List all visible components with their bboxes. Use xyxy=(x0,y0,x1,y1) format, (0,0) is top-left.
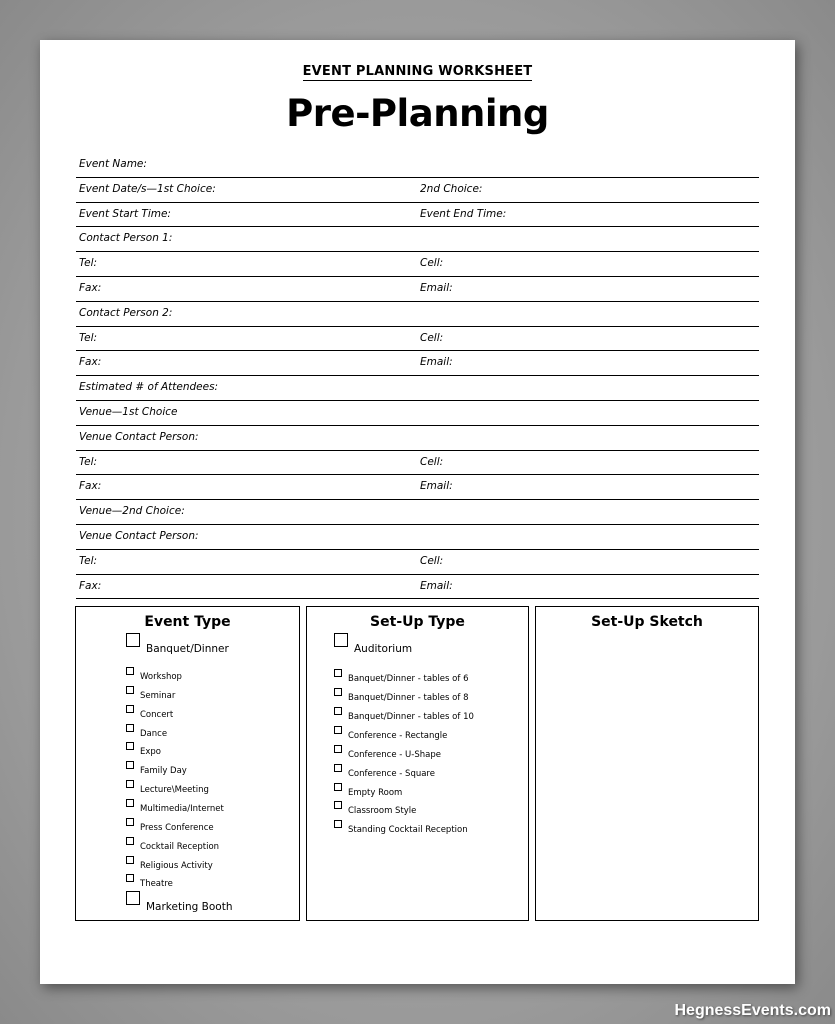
checkbox-icon[interactable] xyxy=(334,633,348,647)
checkbox-label: Banquet/Dinner xyxy=(146,643,229,655)
checkbox-label: Auditorium xyxy=(354,643,413,655)
field-row-contact-1-fax[interactable] xyxy=(76,277,759,302)
checkbox-label: Theatre xyxy=(140,879,173,889)
checkbox-label: Conference - U-Shape xyxy=(348,750,441,760)
field-row-contact-2-tel[interactable] xyxy=(76,327,759,352)
field-label-secondary: Event End Time: xyxy=(420,207,507,220)
worksheet-heading: EVENT PLANNING WORKSHEET xyxy=(302,64,533,79)
field-label: Fax: xyxy=(79,282,102,294)
field-label: Event Name: xyxy=(79,158,147,170)
field-label: Event Date/s—1st Choice: xyxy=(79,182,216,195)
field-label-secondary: Email: xyxy=(420,282,453,294)
checkbox-icon[interactable] xyxy=(126,724,134,732)
field-label-secondary: Cell: xyxy=(420,257,444,270)
checkbox-label: Cocktail Reception xyxy=(140,842,220,852)
field-row-contact-1-tel[interactable] xyxy=(76,252,759,277)
field-row-attendees[interactable] xyxy=(76,376,759,401)
field-row-venue-2-contact[interactable] xyxy=(76,525,759,550)
field-row-venue-1-fax[interactable] xyxy=(76,475,759,500)
field-label-secondary: Email: xyxy=(420,579,453,592)
setup-sketch-title: Set-Up Sketch xyxy=(591,614,703,630)
page-title: Pre-Planning xyxy=(286,92,549,135)
field-row-event-time[interactable] xyxy=(76,203,759,228)
checkbox-icon[interactable] xyxy=(126,667,134,675)
field-label-secondary: Cell: xyxy=(420,554,444,567)
checkbox-label: Banquet/Dinner - tables of 10 xyxy=(348,712,474,722)
checkbox-icon[interactable] xyxy=(126,633,140,647)
checkbox-label: Dance xyxy=(140,729,168,739)
field-label: Venue—2nd Choice: xyxy=(79,505,185,518)
setup-sketch-box[interactable] xyxy=(535,606,759,921)
field-label: Tel: xyxy=(79,257,98,270)
checkbox-label: Lecture\Meeting xyxy=(140,785,209,795)
checkbox-label: Standing Cocktail Reception xyxy=(348,825,468,835)
checkbox-icon[interactable] xyxy=(334,745,342,753)
field-row-venue-1-tel[interactable] xyxy=(76,451,759,476)
checkbox-label: Classroom Style xyxy=(348,806,417,816)
field-row-contact-1[interactable] xyxy=(76,227,759,252)
checkbox-icon[interactable] xyxy=(126,780,134,788)
setup-type-box xyxy=(306,606,529,921)
checkbox-label: Workshop xyxy=(140,672,182,682)
checkbox-label: Banquet/Dinner - tables of 8 xyxy=(348,693,469,703)
field-label-secondary: Cell: xyxy=(420,331,444,344)
checkbox-icon[interactable] xyxy=(126,742,134,750)
field-label: Fax: xyxy=(79,356,102,369)
worksheet-page xyxy=(40,40,795,984)
field-label-secondary: Email: xyxy=(420,480,453,493)
field-label: Contact Person 2: xyxy=(79,306,173,319)
field-row-venue-1-contact[interactable] xyxy=(76,426,759,451)
checkbox-icon[interactable] xyxy=(334,820,342,828)
checkbox-icon[interactable] xyxy=(334,726,342,734)
checkbox-icon[interactable] xyxy=(126,705,134,713)
checkbox-icon[interactable] xyxy=(126,856,134,864)
checkbox-icon[interactable] xyxy=(126,891,140,905)
checkbox-label: Empty Room xyxy=(348,788,403,798)
field-label: Venue Contact Person: xyxy=(79,430,199,443)
setup-type-title: Set-Up Type xyxy=(370,614,465,630)
field-label: Venue—1st Choice xyxy=(79,406,178,418)
field-row-venue-2-fax[interactable] xyxy=(76,575,759,600)
checkbox-icon[interactable] xyxy=(334,669,342,677)
field-row-venue-1[interactable] xyxy=(76,401,759,426)
field-label: Estimated # of Attendees: xyxy=(79,381,219,394)
field-row-contact-2-fax[interactable] xyxy=(76,351,759,376)
checkbox-icon[interactable] xyxy=(126,686,134,694)
checkbox-icon[interactable] xyxy=(126,837,134,845)
event-type-title: Event Type xyxy=(144,614,231,630)
field-label: Tel: xyxy=(79,455,98,468)
checkbox-icon[interactable] xyxy=(334,688,342,696)
checkbox-icon[interactable] xyxy=(334,783,342,791)
field-label: Tel: xyxy=(79,554,98,567)
field-row-contact-2[interactable] xyxy=(76,302,759,327)
checkbox-icon[interactable] xyxy=(126,761,134,769)
checkbox-label: Expo xyxy=(140,747,161,757)
field-label: Fax: xyxy=(79,480,102,493)
checkbox-icon[interactable] xyxy=(126,874,134,882)
checkbox-label: Conference - Rectangle xyxy=(348,731,448,741)
field-label: Event Start Time: xyxy=(79,207,171,220)
checkbox-label: Concert xyxy=(140,710,174,720)
checkbox-label: Conference - Square xyxy=(348,769,435,779)
field-label-secondary: 2nd Choice: xyxy=(420,182,483,195)
checkbox-icon[interactable] xyxy=(334,707,342,715)
checkbox-icon[interactable] xyxy=(126,799,134,807)
checkbox-label: Banquet/Dinner - tables of 6 xyxy=(348,674,469,684)
checkbox-icon[interactable] xyxy=(334,764,342,772)
field-row-event-date[interactable] xyxy=(76,178,759,203)
checkbox-label: Marketing Booth xyxy=(146,901,233,913)
field-label: Fax: xyxy=(79,579,102,592)
field-row-event-name[interactable] xyxy=(76,153,759,178)
watermark: HegnessEvents.com xyxy=(674,1002,831,1019)
field-label: Contact Person 1: xyxy=(79,232,173,245)
field-label: Venue Contact Person: xyxy=(79,530,199,542)
field-label: Tel: xyxy=(79,331,98,344)
field-row-venue-2[interactable] xyxy=(76,500,759,525)
checkbox-label: Religious Activity xyxy=(140,861,213,871)
field-label-secondary: Email: xyxy=(420,356,453,369)
event-type-box xyxy=(75,606,300,921)
field-row-venue-2-tel[interactable] xyxy=(76,550,759,575)
checkbox-label: Seminar xyxy=(140,691,176,701)
checkbox-label: Press Conference xyxy=(140,823,214,833)
checkbox-label: Family Day xyxy=(140,766,187,776)
checkbox-icon[interactable] xyxy=(126,818,134,826)
checkbox-label: Multimedia/Internet xyxy=(140,804,224,814)
checkbox-icon[interactable] xyxy=(334,801,342,809)
field-label-secondary: Cell: xyxy=(420,455,444,468)
